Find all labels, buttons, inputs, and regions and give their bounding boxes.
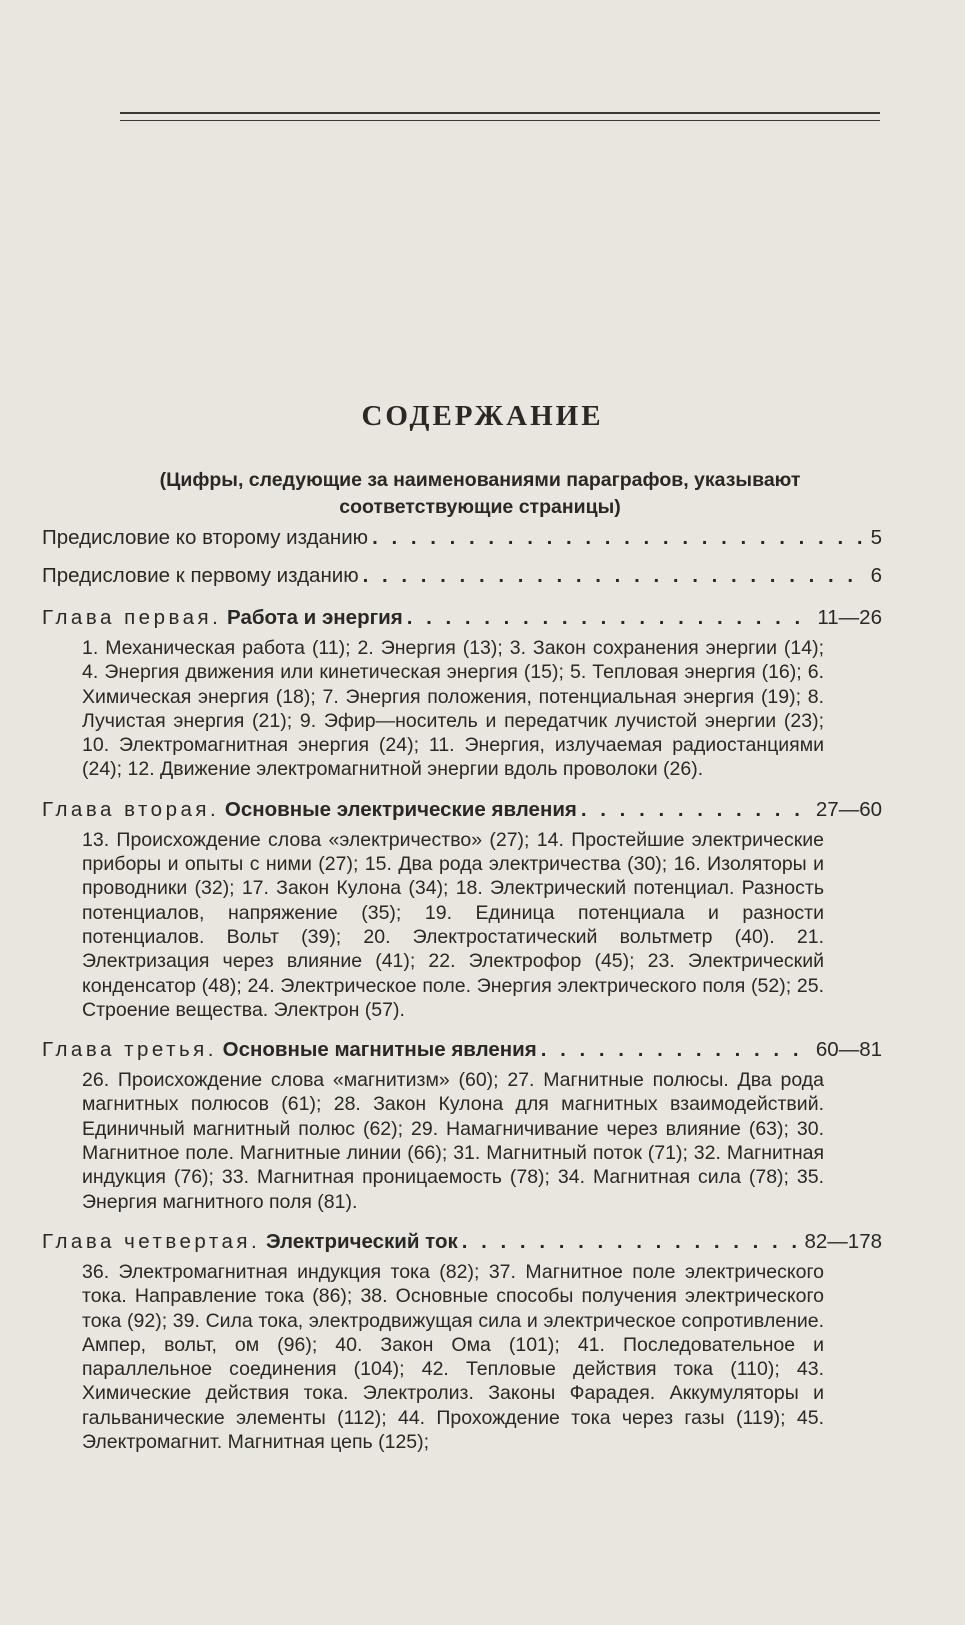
toc-entry-page: 5 [870,526,882,549]
chapter-pages: 60—81 [815,1038,882,1062]
chapter-title: Основные электрические явления [224,797,577,821]
chapter-title: Электрический ток [265,1229,458,1253]
toc-chapter-4[interactable] [42,1228,882,1256]
dot-leader [403,604,814,632]
chapter-pages: 82—178 [804,1229,882,1253]
toc-entry-page: 6 [870,564,882,587]
toc-chapter-3[interactable] [42,1036,882,1064]
chapter-title: Работа и энергия [227,606,403,629]
chapter-prefix: Глава первая. [42,606,222,629]
chapter-contents: 13. Происхождение слова «электричество» (27); 14. Простейшие электрические приборы и опыты с ними (27); 15. Два рода электричества (30); 16. Изоляторы и проводники (32); 17. Закон Кулона (34); 18. Электрический потенциал. Разность потенциалов, напряжение (35); 19. Единица потенциала и разности потенциалов. Вольт (39); 20. Электростатический вольтметр (40). 21. Электризация через влияние (41); 22. Электрофор (45); 23. Электрический конденсатор (48); 24. Электрическое поле. Энергия электрического поля (52); 25. Строение вещества. Электрон (57). [82,828,824,1021]
dot-leader [577,796,812,824]
toc-entry-label: Предисловие ко второму изданию [42,526,369,549]
chapter-contents: 26. Происхождение слова «магнитизм» (60); 27. Магнитные полюсы. Два рода магнитных полюсов (61); 28. Закон Кулона для магнитных взаимодействий. Единичный магнитный полюс (62); 29. Намагничивание через влияние (63); 30. Магнитное поле. Магнитные линии (66); 31. Магнитный поток (71); 32. Магнитная индукция (76); 33. Магнитная проницаемость (78); 34. Магнитная сила (78); 35. Энергия магнитного поля (81). [82,1069,824,1213]
toc-chapter-1[interactable] [42,604,882,632]
toc-chapter-2[interactable] [42,796,882,824]
table-of-contents [42,524,882,1454]
chapter-prefix: Глава третья. [42,1038,217,1062]
toc-preface-second[interactable] [42,524,882,552]
chapter-pages: 11—26 [817,606,882,629]
header-rule-thin [120,120,880,121]
chapter-prefix: Глава четвертая. [42,1229,261,1253]
chapter-contents: 36. Электромагнитная индукция тока (82); 37. Магнитное поле электрического тока. Направление тока (86); 38. Основные способы получения электрического тока (92); 39. Сила тока, электродвижущая сила и электрическое сопротивление. Ампер, вольт, ом (96); 40. Закон Ома (101); 41. Последовательное и параллельное соединения (104); 42. Тепловые действия тока (110); 43. Химические действия тока. Электролиз. Законы Фарадея. Аккумуляторы и гальванические элементы (112); 44. Прохождение тока через газы (119); 45. Электромагнит. Магнитная цепь (125); [82,1260,824,1454]
dot-leader [537,1036,812,1064]
page-title: СОДЕРЖАНИЕ [361,400,604,432]
chapter-contents: 1. Механическая работа (11); 2. Энергия (13); 3. Закон сохранения энергии (14); 4. Энергия движения или кинетическая энергия (15); 5. Тепловая энергия (16); 6. Химическая энергия (18); 7. Энергия положения, потенциальная энергия (19); 8. Лучистая энергия (21); 9. Эфир—носитель и передатчик лучистой энергии (23); 10. Электромагнитная энергия (24); 11. Энергия, излучаемая радиостанциями (24); 12. Движение электромагнитной энергии вдоль проволоки (26). [82,637,824,781]
chapter-pages: 27—60 [815,797,882,821]
page-subtitle: (Цифры, следующие за наименованиями параграфов, указывают соответствующие страницы) [159,469,801,518]
dot-leader [458,1228,801,1256]
toc-preface-first[interactable] [42,562,882,590]
dot-leader [359,562,867,590]
chapter-title: Основные магнитные явления [222,1038,537,1062]
toc-entry-label: Предисловие к первому изданию [42,564,359,587]
dot-leader [368,524,867,552]
chapter-prefix: Глава вторая. [42,797,220,821]
header-rule [120,112,880,114]
